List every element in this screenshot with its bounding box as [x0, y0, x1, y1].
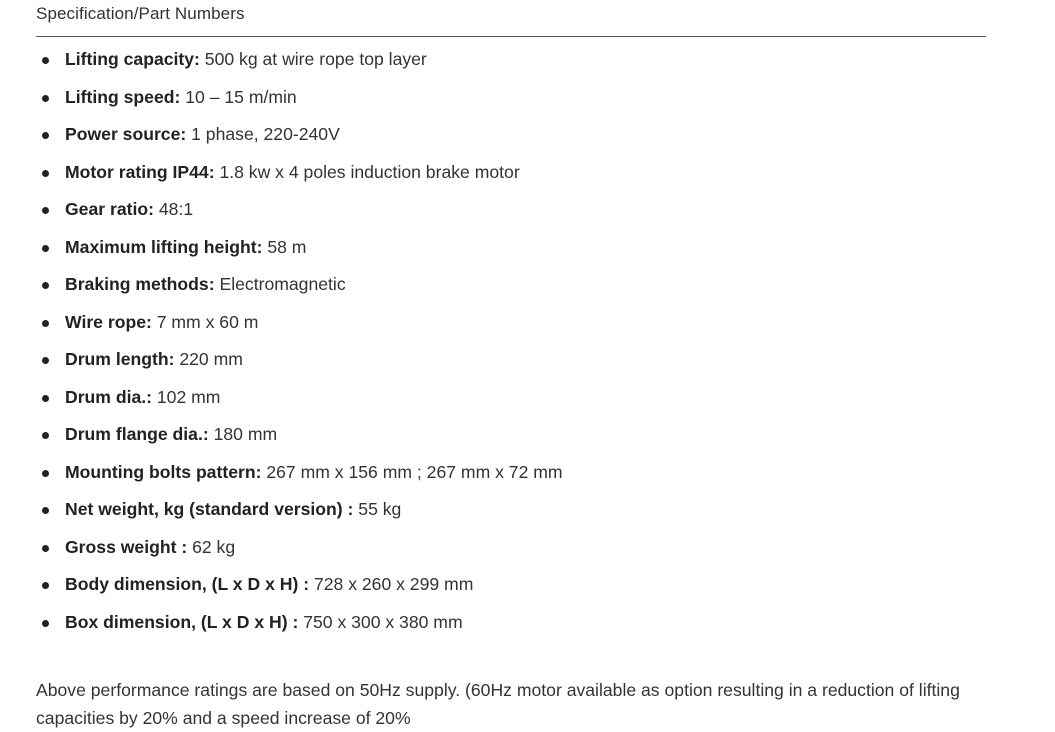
spec-item — [36, 191, 1016, 229]
spec-value: 48:1 — [153, 199, 194, 219]
spec-value: Electromagnetic — [214, 274, 346, 294]
section-title: Specification/Part Numbers — [36, 4, 245, 23]
bullet-icon — [42, 245, 49, 252]
bullet-icon — [42, 545, 49, 552]
spec-item — [36, 454, 1016, 492]
bullet-icon — [42, 95, 49, 102]
spec-value: 728 x 260 x 299 mm — [309, 574, 474, 594]
spec-item — [36, 266, 1016, 304]
spec-value: 500 kg at wire rope top layer — [199, 49, 427, 69]
spec-label: Drum length: — [65, 349, 175, 369]
spec-item — [36, 154, 1016, 192]
section-divider — [36, 36, 986, 37]
spec-value: 62 kg — [187, 536, 236, 557]
bullet-icon — [42, 432, 49, 439]
bullet-icon — [42, 357, 49, 364]
spec-item — [36, 41, 1016, 79]
spec-label: Body dimension, (L x D x H) : — [65, 574, 310, 594]
spec-label: Power source: — [65, 124, 187, 144]
spec-value: 267 mm x 156 mm ; 267 mm x 72 mm — [261, 461, 563, 482]
spec-item — [36, 304, 1016, 342]
spec-item — [36, 341, 1016, 379]
spec-label: Lifting speed: — [65, 86, 181, 107]
spec-item — [36, 416, 1016, 454]
spec-value: 58 m — [262, 236, 307, 257]
spec-label: Drum dia.: — [65, 386, 152, 407]
spec-value: 750 x 300 x 380 mm — [298, 611, 463, 632]
spec-label: Maximum lifting height: — [65, 236, 263, 257]
spec-value: 55 kg — [353, 499, 402, 519]
spec-value: 180 mm — [208, 424, 278, 444]
spec-label: Lifting capacity: — [65, 49, 200, 69]
spec-label: Box dimension, (L x D x H) : — [65, 611, 299, 632]
spec-item — [36, 604, 1016, 642]
spec-item — [36, 116, 1016, 154]
spec-value: 7 mm x 60 m — [151, 311, 259, 332]
bullet-icon — [42, 170, 49, 177]
spec-label: Motor rating IP44: — [65, 161, 215, 182]
spec-label: Gross weight : — [65, 536, 188, 557]
spec-label: Braking methods: — [65, 274, 215, 294]
spec-label: Mounting bolts pattern: — [65, 461, 262, 482]
bullet-icon — [42, 507, 49, 514]
spec-item — [36, 79, 1016, 117]
bullet-icon — [42, 57, 49, 64]
spec-item — [36, 566, 1016, 604]
bullet-icon — [42, 620, 49, 627]
spec-item — [36, 229, 1016, 267]
spec-label: Drum flange dia.: — [65, 424, 209, 444]
bullet-icon — [42, 582, 49, 589]
spec-value: 10 – 15 m/min — [180, 86, 297, 107]
bullet-icon — [42, 395, 49, 402]
spec-value: 1 phase, 220-240V — [186, 124, 340, 144]
bullet-icon — [42, 132, 49, 139]
spec-label: Net weight, kg (standard version) : — [65, 499, 354, 519]
bullet-icon — [42, 207, 49, 214]
spec-list — [36, 41, 1016, 641]
spec-value: 1.8 kw x 4 poles induction brake motor — [214, 161, 520, 182]
performance-note: Above performance ratings are based on 50Hz supply. (60Hz motor available as option resulting in a reduction of lifting capacities by 20% and a speed increase of 20% — [36, 679, 960, 728]
bullet-icon — [42, 470, 49, 477]
spec-item — [36, 491, 1016, 529]
spec-value: 220 mm — [174, 349, 243, 369]
spec-item — [36, 529, 1016, 567]
bullet-icon — [42, 282, 49, 289]
spec-value: 102 mm — [152, 386, 221, 407]
spec-label: Gear ratio: — [65, 199, 154, 219]
bullet-icon — [42, 320, 49, 327]
spec-item — [36, 379, 1016, 417]
spec-label: Wire rope: — [65, 311, 152, 332]
